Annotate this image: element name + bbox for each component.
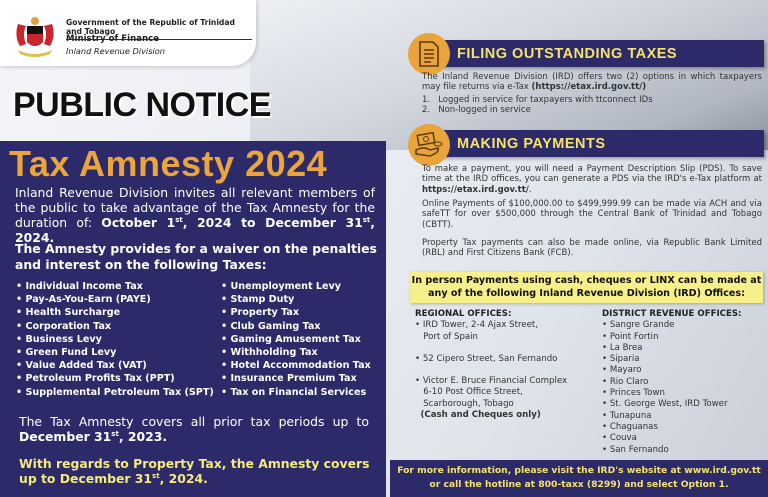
tax-item: • Supplemental Petroleum Tax (SPT)	[16, 386, 221, 399]
tax-item: • Green Fund Levy	[16, 346, 221, 359]
amnesty-intro	[15, 185, 375, 245]
payments-pds-text: To make a payment, you will need a Payment Description Slip (PDS). To save time at the IRD offices, you can generate a PDS via the IRD's e-Tax platform at https://etax.ird.gov.tt/.	[422, 164, 762, 195]
office-item: • Point Fortin	[602, 331, 659, 342]
tax-item: • Individual Income Tax	[16, 280, 221, 293]
office-item: • Couva	[602, 433, 637, 444]
filing-option: 2. Non-logged in service	[422, 105, 531, 116]
footer-website: For more information, please visit the IRD's website at www.ird.gov.tt	[397, 465, 761, 476]
tax-item: • Withholding Tax	[221, 346, 376, 359]
district-offices	[602, 309, 767, 456]
cash-cheques-note: (Cash and Cheques only)	[420, 410, 541, 421]
etax-link[interactable]: https://etax.ird.gov.tt/	[422, 184, 529, 195]
amnesty-period: October 1st, 2024 to December 31st, 2024.	[15, 215, 375, 245]
office-item: • IRD Tower, 2-4 Ajax Street, Port of Spain	[415, 320, 538, 342]
office-item: • Princes Town	[602, 388, 665, 399]
tax-item: • Club Gaming Tax	[221, 320, 376, 333]
regional-offices	[415, 309, 595, 421]
tax-item: • Petroleum Profits Tax (PPT)	[16, 372, 221, 385]
filing-text: The Inland Revenue Division (IRD) offers two (2) options in which taxpayers may file returns via e-Tax (https://etax.ird.gov.tt/)	[422, 72, 762, 93]
office-item: • San Fernando	[602, 444, 669, 455]
district-heading: DISTRICT REVENUE OFFICES:	[602, 309, 742, 319]
office-item: • Tunapuna	[602, 410, 652, 421]
etax-link[interactable]: (https://etax.ird.gov.tt/)	[531, 82, 647, 93]
tax-item: • Property Tax	[221, 306, 376, 319]
coat-of-arms-icon	[12, 14, 58, 58]
tax-item: • Business Levy	[16, 333, 221, 346]
payments-property-text: Property Tax payments can also be made online, via Republic Bank Limited (RBL) and First Citizens Bank (FCB).	[422, 238, 762, 259]
office-item: • Sangre Grande	[602, 320, 675, 331]
tax-item: • Hotel Accommodation Tax	[221, 359, 376, 372]
in-person-banner: In person Payments using cash, cheques or LINX can be made at any of the following Inland Revenue Division (IRD) Offices:	[410, 272, 763, 303]
tax-item: • Health Surcharge	[16, 306, 221, 319]
footer-hotline: or call the hotline at 800-taxx (8299) and select Option 1.	[429, 479, 729, 490]
amnesty-panel	[0, 141, 386, 497]
tax-item: • Gaming Amusement Tax	[221, 333, 376, 346]
payments-heading: MAKING PAYMENTS	[440, 130, 764, 157]
filing-option: 1. Logged in service for taxpayers with ttconnect IDs	[422, 95, 653, 105]
tax-item: • Pay-As-You-Earn (PAYE)	[16, 293, 221, 306]
header-card	[0, 0, 256, 66]
tax-list	[16, 280, 376, 399]
tax-item: • Insurance Premium Tax	[221, 372, 376, 385]
tax-item: • Unemployment Levy	[221, 280, 376, 293]
tax-item: • Stamp Duty	[221, 293, 376, 306]
payments-online-text: Online Payments of $100,000.00 to $499,999.99 can be made via ACH and via safeTT for over $500,000 through the Central Bank of Trinidad and Tobago (CBTT).	[422, 199, 762, 230]
office-item: • 52 Cipero Street, San Fernando	[415, 353, 558, 364]
tax-item: • Tax on Financial Services	[221, 386, 376, 399]
property-tax-note: With regards to Property Tax, the Amnesty covers up to December 31st, 2024.	[19, 456, 370, 486]
filing-options	[422, 95, 762, 116]
office-item: • Victor E. Bruce Financial Complex 6-10 Post Office Street, Scarborough, Tobago (Cash and Cheques only)	[415, 376, 568, 421]
division-label: Inland Revenue Division	[66, 46, 165, 56]
office-item: • St. George West, IRD Tower	[602, 399, 728, 410]
footer-contact	[390, 460, 768, 497]
money-hand-icon	[408, 124, 450, 166]
office-item: • Siparia	[602, 354, 640, 365]
regional-heading: REGIONAL OFFICES:	[415, 309, 512, 319]
provides-heading: The Amnesty provides for a waiver on the penalties and interest on the following Taxes:	[15, 241, 377, 272]
covers-text: The Tax Amnesty covers all prior tax periods up to December 31st, 2023.	[19, 414, 369, 444]
office-item: • Mayaro	[602, 365, 642, 376]
government-label: Government of the Republic of Trinidad and Tobago	[66, 18, 252, 40]
office-item: • Rio Claro	[602, 376, 649, 387]
amnesty-title: Tax Amnesty 2024	[9, 143, 328, 184]
tax-item: • Value Added Tax (VAT)	[16, 359, 221, 372]
filing-heading: FILING OUTSTANDING TAXES	[440, 40, 764, 67]
public-notice-title: PUBLIC NOTICE	[13, 86, 271, 124]
document-icon	[408, 33, 450, 75]
intro-text: Inland Revenue Division invites all relevant members of the public to take advantage of the Tax Amnesty for the duration of:	[15, 185, 375, 230]
office-item: • Chaguanas	[602, 421, 658, 432]
tax-item: • Corporation Tax	[16, 320, 221, 333]
ministry-label: Ministry of Finance	[66, 34, 160, 44]
office-item: • La Brea	[602, 342, 643, 353]
